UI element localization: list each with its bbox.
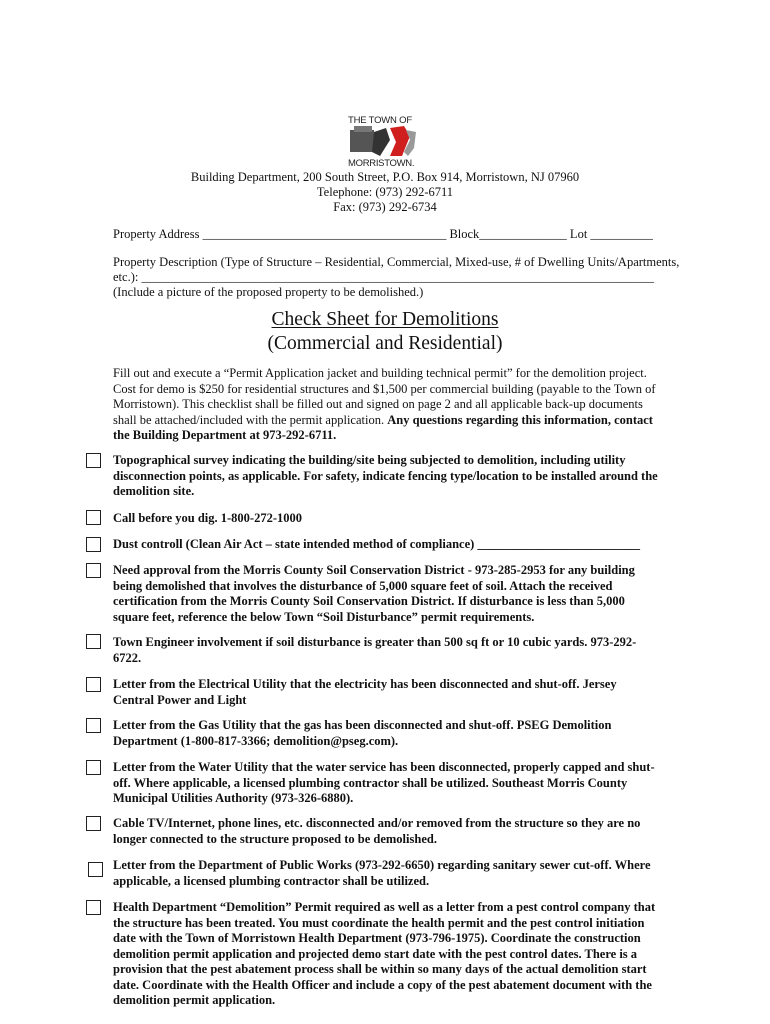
page-title-text: Check Sheet for Demolitions [271, 309, 499, 330]
department-telephone: Telephone: (973) 292-6711 [316, 185, 454, 199]
checklist-item-cable-internet: Cable TV/Internet, phone lines, etc. disconnected and/or removed from the structure so they are no longer connected to the structure proposed to be demolished. [113, 816, 641, 846]
checkbox-call-before-dig[interactable] [86, 510, 101, 525]
checkbox-health-department[interactable] [86, 900, 101, 915]
checklist-item-call-before-dig: Call before you dig. 1-800-272-1000 [113, 511, 302, 525]
checklist-item-public-works: Letter from the Department of Public Works (973-292-6650) regarding sanitary sewer cut-off. Where applicable, a licensed plumbing contractor shall be utilized. [113, 858, 651, 888]
checkbox-public-works[interactable] [88, 862, 103, 877]
checklist-item-dust-control: Dust controll (Clean Air Act – state intended method of compliance) __________________________ [113, 537, 640, 551]
town-logo [348, 115, 424, 169]
page-title [0, 309, 770, 331]
page-subtitle: (Commercial and Residential) [267, 333, 503, 354]
town-emblem-icon [350, 126, 420, 158]
intro-paragraph [113, 366, 663, 444]
checklist-item-gas-utility: Letter from the Gas Utility that the gas has been disconnected and shut-off. PSEG Demolition Department (1-800-817-3366; demolition@pseg.com). [113, 718, 612, 748]
logo-line-1: THE TOWN OF [348, 115, 412, 126]
property-address-field[interactable]: Property Address _______________________________________ Block______________ Lot __________ [113, 227, 653, 241]
intro-text: Fill out and execute a “Permit Application jacket and building technical permit” for the demolition project. Cost for demo is $250 for residential structures and $1,500 per commercial building (payable to the Town of Morristown). This checklist shall be filled out and signed on page 2 and all applicable back-up documents shall be attached/included with the permit application. [113, 366, 656, 427]
checklist-item-health-department: Health Department “Demolition” Permit required as well as a letter from a pest control company that the structure has been treated. You must coordinate the health permit and the pest control initiation date with the Town of Morristown Health Department (973-796-1975). Coordinate the construction demolition permit application and projected demo start date with the pest control dates. There is a provision that the pest abatement process shall be within so many days of the actual demolition start date. Coordinate with the Health Officer and include a copy of the pest abatement document with the demolition permit application. [113, 900, 656, 1007]
checklist-item-soil-conservation: Need approval from the Morris County Soil Conservation District - 973-285-2953 for any building being demolished that involves the disturbance of 5,000 square feet of soil. Attach the received certification from the Morris County Soil Conservation District. If disturbance is less than 5,000 square feet, reference the below Town “Soil Disturbance” permit requirements. [113, 563, 635, 624]
checklist-item-water-utility: Letter from the Water Utility that the water service has been disconnected, properly capped and shut-off. Where applicable, a licensed plumbing contractor shall be utilized. Southeast Morris County Municipal Utilities Authority (973-326-6880). [113, 760, 655, 805]
checklist-item-electrical-utility: Letter from the Electrical Utility that the electricity has been disconnected and shut-off. Jersey Central Power and Light [113, 677, 617, 707]
checkbox-electrical-utility[interactable] [86, 677, 101, 692]
checkbox-dust-control[interactable] [86, 537, 101, 552]
checklist-item-town-engineer: Town Engineer involvement if soil disturbance is greater than 500 sq ft or 10 cubic yards. 973-292-6722. [113, 635, 637, 665]
property-description-label: Property Description (Type of Structure – Residential, Commercial, Mixed-use, # of Dwelling Units/Apartments, [113, 255, 680, 269]
checkbox-town-engineer[interactable] [86, 634, 101, 649]
checkbox-water-utility[interactable] [86, 760, 101, 775]
department-fax: Fax: (973) 292-6734 [333, 200, 437, 214]
logo-line-2: MORRISTOWN. [348, 158, 415, 169]
checkbox-cable-internet[interactable] [86, 816, 101, 831]
checkbox-topographical-survey[interactable] [86, 453, 101, 468]
department-address: Building Department, 200 South Street, P.O. Box 914, Morristown, NJ 07960 [190, 170, 580, 184]
checklist-item-topographical-survey: Topographical survey indicating the building/site being subjected to demolition, including utility disconnection points, as applicable. For safety, indicate fencing type/location to be installed around the demolition site. [113, 453, 658, 498]
property-description-field[interactable]: etc.): __________________________________________________________________________________ [113, 270, 654, 284]
checkbox-soil-conservation[interactable] [86, 563, 101, 578]
property-picture-note: (Include a picture of the proposed property to be demolished.) [113, 285, 424, 299]
checkbox-gas-utility[interactable] [86, 718, 101, 733]
intro-contact: Any questions regarding this information, contact the Building Department at 973-292-6711. [113, 412, 653, 443]
